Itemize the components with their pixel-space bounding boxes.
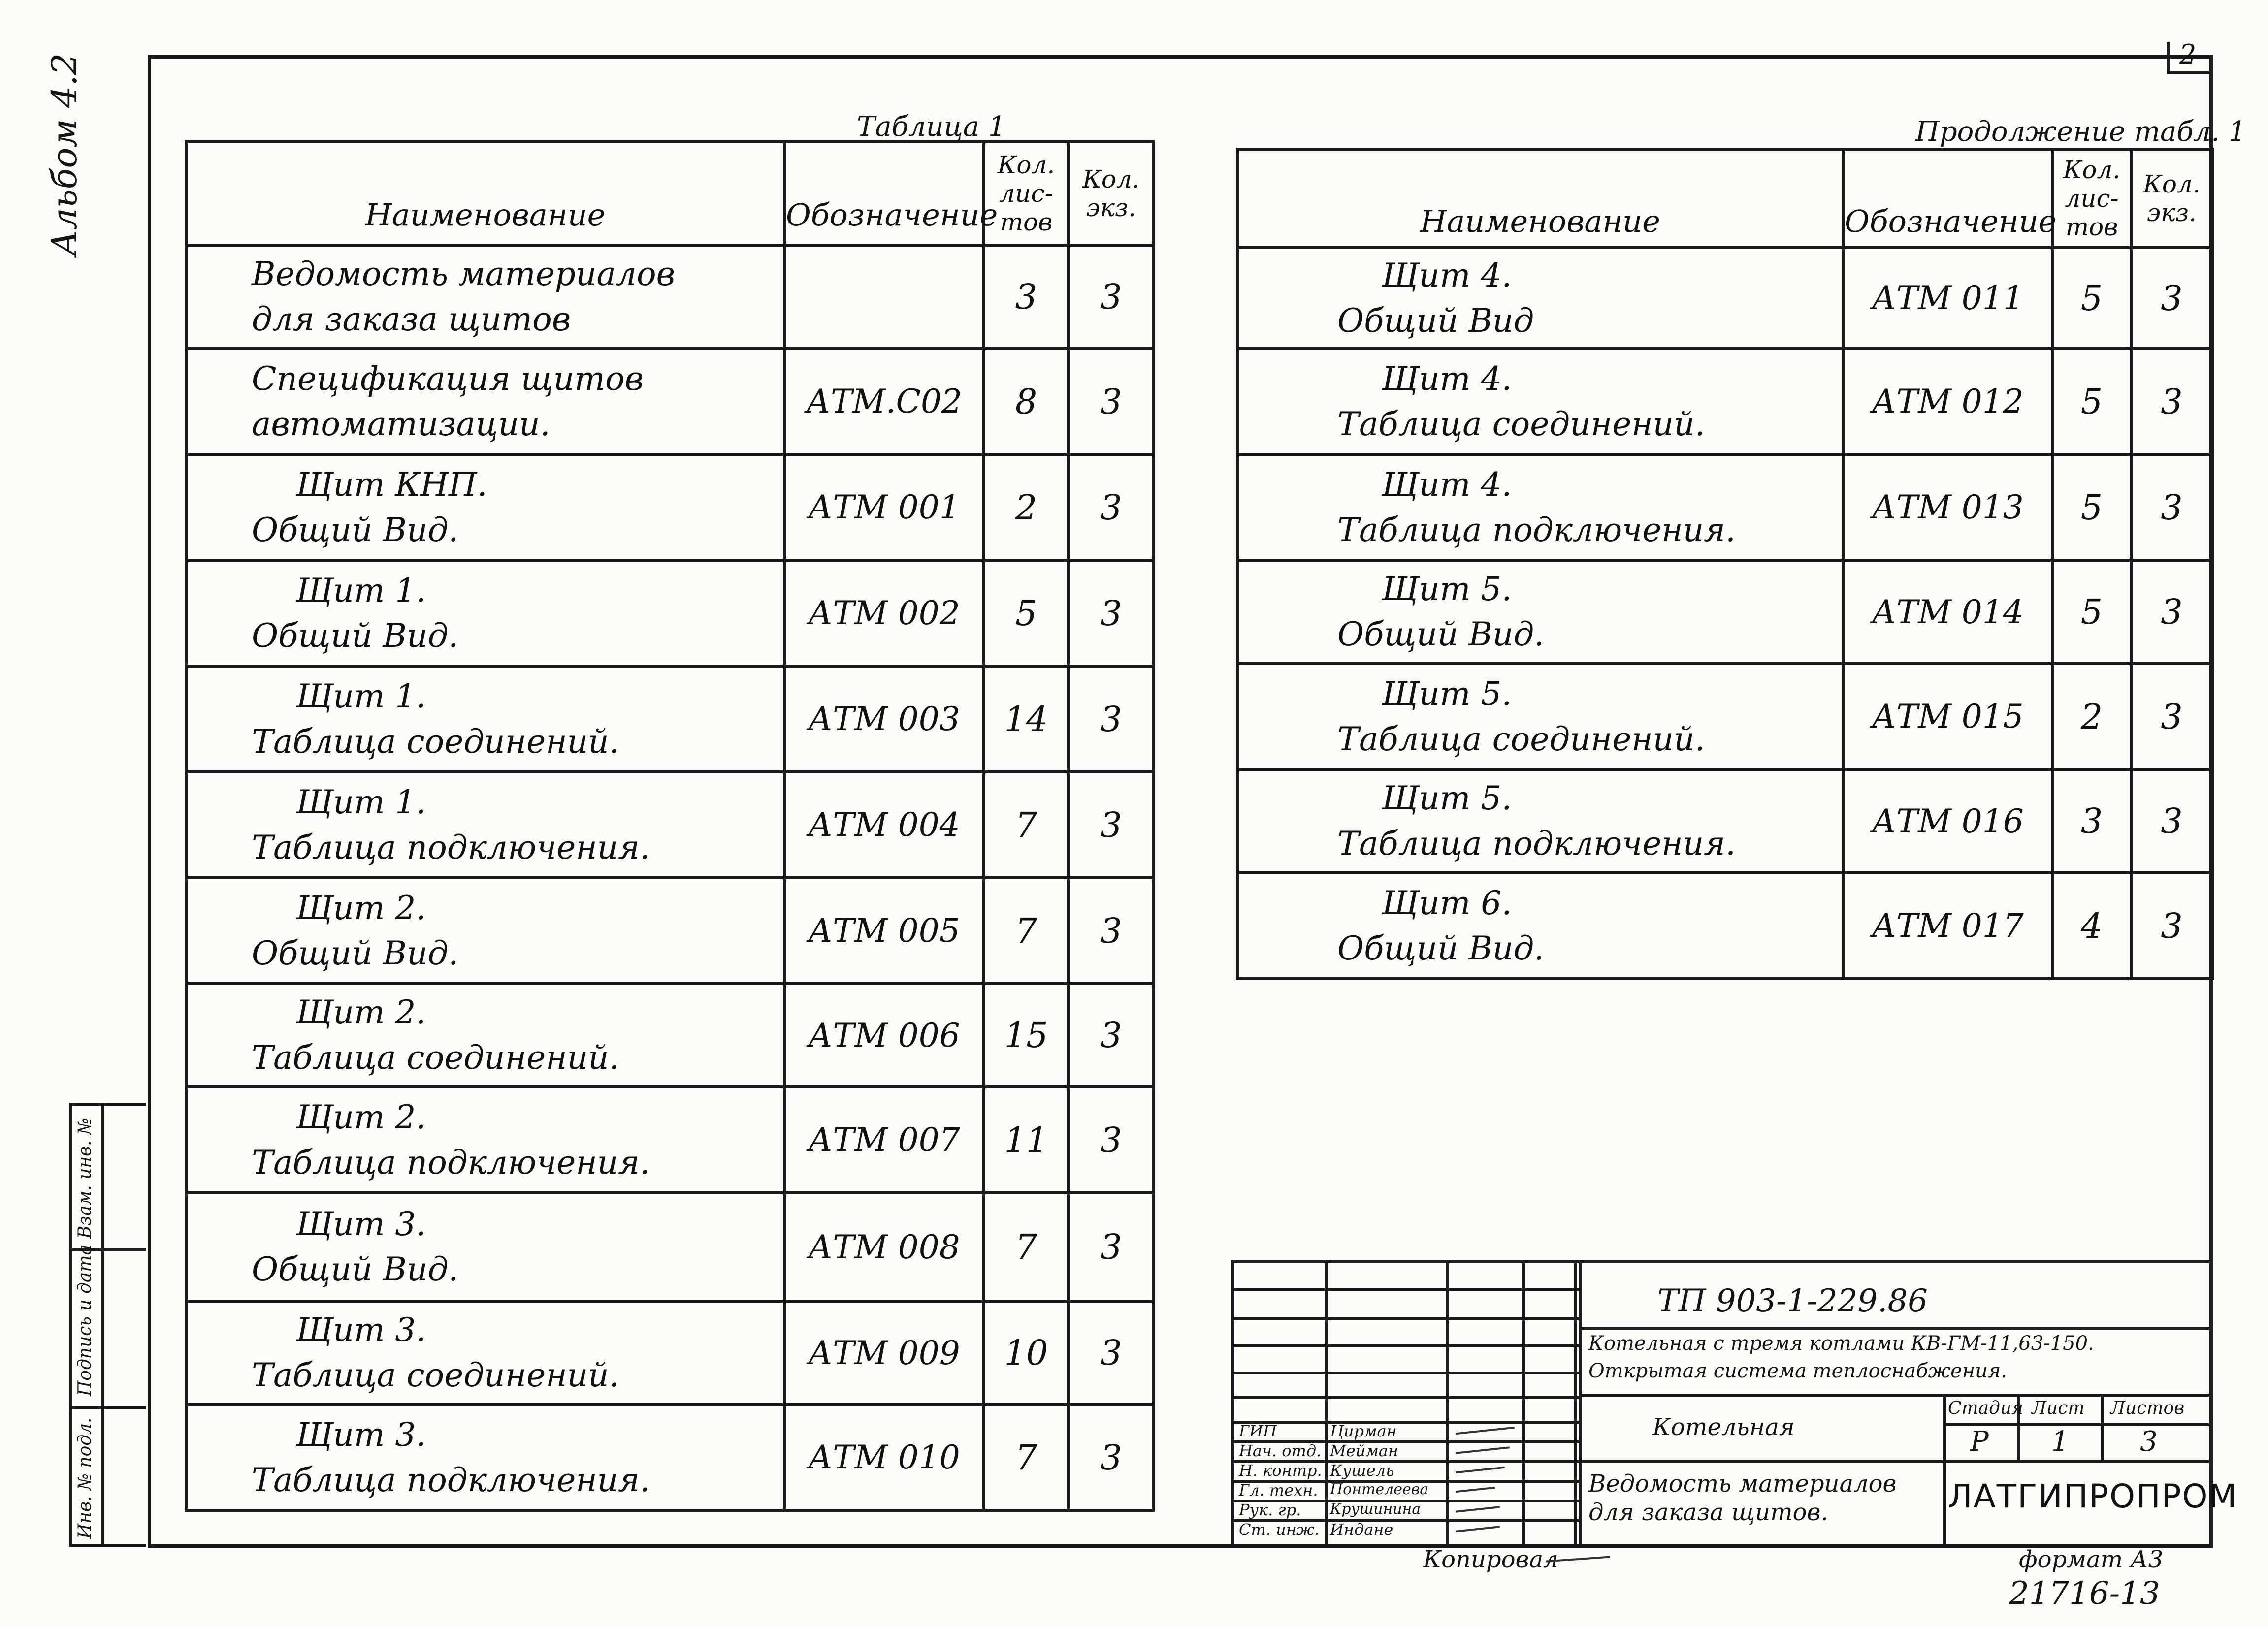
row-name [1237,664,1843,769]
project-line2: Открытая система теплоснабжения. [1588,1360,2008,1382]
row-copies: 3 [2131,454,2212,560]
row-name [1237,248,1843,349]
signature-gip [1456,1427,1515,1435]
row-sheets: 5 [2052,560,2131,664]
signature-senior-eng [1456,1526,1500,1532]
row-copies: 3 [1069,878,1154,984]
table-row [186,454,1154,560]
row-name-line2: Общий Вид. [1337,615,1545,653]
row-code: АТМ 010 [784,1405,984,1510]
row-sheets: 7 [984,772,1069,878]
row-copies: 3 [1069,1087,1154,1193]
row-name-line1: Щит 5. [1382,779,1512,817]
row-copies: 3 [2131,769,2212,873]
header-name: Наименование [186,142,784,245]
row-name-line2: автоматизации. [252,405,551,443]
role-group-lead: Рук. гр. [1239,1500,1301,1519]
header-designation: Обозначение [784,142,984,245]
table-row [1237,664,2212,769]
title-block [1231,1260,2238,1544]
row-sheets: 15 [984,984,1069,1087]
row-name-line1: Щит 3. [296,1311,426,1349]
role-gip: ГИП [1239,1422,1277,1440]
sheet-label: Лист [2032,1398,2085,1418]
left-table-header [186,142,1154,245]
row-sheets: 3 [2052,769,2131,873]
row-sheets: 11 [984,1087,1069,1193]
header-designation: Обозначение [1843,149,2052,248]
sheet-title-line2: для заказа щитов. [1588,1499,1828,1526]
row-code: АТМ 003 [784,666,984,772]
row-name-line1: Щит 3. [296,1415,426,1454]
row-name-line1: Щит КНП. [296,465,487,504]
row-copies: 3 [1069,560,1154,666]
row-name-line1: Щит 5. [1382,674,1512,713]
signature-chief-tech [1456,1487,1495,1493]
row-sheets: 5 [2052,248,2131,349]
row-copies: 3 [2131,349,2212,454]
table-row [1237,248,2212,349]
row-code: АТМ 004 [784,772,984,878]
row-name-line2: Таблица подключения. [1337,511,1736,549]
role-norm-control: Н. контр. [1239,1461,1322,1480]
header-copies: Кол. экз. [1069,142,1154,245]
row-name-line1: Спецификация щитов [252,359,644,398]
row-copies: 3 [2131,664,2212,769]
role-chief-tech: Гл. техн. [1239,1481,1318,1500]
name-gip: Цирман [1330,1422,1397,1440]
row-code: АТМ 005 [784,878,984,984]
row-name-line2: Таблица подключения. [252,1143,650,1181]
table-row [186,245,1154,349]
row-code: АТМ 011 [1843,248,2052,349]
stamp-inv-repl: Взам. инв. № [75,1117,95,1239]
row-name-line1: Щит 4. [1382,465,1512,504]
row-name [1237,560,1843,664]
row-code: АТМ 001 [784,454,984,560]
row-name [186,1193,784,1301]
table-row [1237,560,2212,664]
row-code: АТМ 006 [784,984,984,1087]
row-name [186,454,784,560]
project-line1: Котельная с тремя котлами КВ-ГМ-11,63-150. [1588,1332,2094,1355]
table-row [1237,873,2212,979]
table-row [186,1087,1154,1193]
right-table-caption: Продолжение табл. 1 [1915,116,2246,148]
row-code: АТМ 007 [784,1087,984,1193]
row-copies: 3 [1069,984,1154,1087]
row-name [186,560,784,666]
header-name: Наименование [1237,149,1843,248]
row-sheets: 7 [984,1193,1069,1301]
left-table-caption: Таблица 1 [857,111,1006,143]
row-name-line2: Общий Вид [1337,301,1534,340]
row-sheets: 2 [984,454,1069,560]
stage-value: Р [1970,1426,1989,1458]
row-copies: 3 [1069,245,1154,349]
row-name-line1: Щит 1. [296,677,426,715]
name-senior-eng: Индане [1330,1520,1393,1539]
row-name-line2: Таблица подключения. [252,1461,650,1499]
row-copies: 3 [1069,1405,1154,1510]
row-code: АТМ 012 [1843,349,2052,454]
row-name-line1: Щит 1. [296,571,426,609]
organization-name: ЛАТГИПРОПРОМ [1948,1477,2238,1515]
role-head-dept: Нач. отд. [1239,1441,1322,1460]
row-name [186,1405,784,1510]
row-copies: 3 [1069,1193,1154,1301]
row-name [186,878,784,984]
row-name-line1: Щит 6. [1382,884,1512,922]
table-row [186,666,1154,772]
row-name [186,245,784,349]
row-name [186,984,784,1087]
right-table [1236,148,2214,980]
row-sheets: 7 [984,878,1069,984]
table-row [186,984,1154,1087]
row-name [1237,769,1843,873]
row-code: АТМ 017 [1843,873,2052,979]
signature-head-dept [1456,1446,1510,1454]
row-sheets: 5 [2052,349,2131,454]
stamp-number: 21716-13 [2009,1575,2160,1612]
row-copies: 3 [2131,560,2212,664]
row-copies: 3 [1069,1301,1154,1405]
doc-code: ТП 903-1-229.86 [1657,1283,1928,1319]
format-label: формат А3 [2019,1546,2164,1573]
row-name-line1: Щит 4. [1382,256,1512,294]
left-table [185,140,1155,1512]
row-name [186,772,784,878]
row-name-line2: Общий Вид. [252,934,459,972]
row-code: АТМ 002 [784,560,984,666]
row-sheets: 4 [2052,873,2131,979]
table-row [186,1193,1154,1301]
table-row [1237,454,2212,560]
sheet-number: 2 [2179,39,2197,70]
row-sheets: 8 [984,349,1069,454]
sheet-title-line1: Ведомость материалов [1588,1470,1897,1498]
row-name [186,1301,784,1405]
side-stamp [69,1103,146,1547]
row-copies: 3 [1069,666,1154,772]
stage-label: Стадия [1948,1398,2023,1418]
row-name [186,1087,784,1193]
row-name-line2: Общий Вид. [252,511,459,549]
row-name-line2: Таблица подключения. [252,828,650,866]
copied-by: Копировал [1423,1546,1558,1573]
table-row [186,349,1154,454]
row-copies: 3 [2131,248,2212,349]
right-table-header [1237,149,2212,248]
row-sheets: 5 [2052,454,2131,560]
name-norm-control: Кушель [1330,1461,1394,1480]
row-sheets: 7 [984,1405,1069,1510]
row-name-line1: Щит 1. [296,783,426,821]
row-copies: 3 [1069,772,1154,878]
header-sheets: Кол. лис- тов [2052,149,2131,248]
row-name [1237,349,1843,454]
row-name-line2: Таблица соединений. [252,1039,619,1077]
row-code: АТМ 009 [784,1301,984,1405]
row-name-line1: Щит 5. [1382,570,1512,608]
table-row [186,1301,1154,1405]
row-sheets: 2 [2052,664,2131,769]
table-row [186,1405,1154,1510]
row-name-line2: Общий Вид. [1337,929,1545,967]
row-name [1237,454,1843,560]
table-row [186,772,1154,878]
row-sheets: 5 [984,560,1069,666]
name-group-lead: Крушинина [1330,1500,1421,1518]
row-name-line2: Таблица соединений. [252,1356,619,1394]
row-name-line2: Таблица соединений. [1337,405,1705,443]
row-name-line1: Щит 4. [1382,359,1512,398]
stamp-inv-orig: Инв. № подл. [75,1417,95,1539]
row-name-line2: Общий Вид. [252,1250,459,1288]
row-copies: 3 [1069,454,1154,560]
signature-norm-control [1456,1467,1505,1473]
object-name: Котельная [1652,1413,1795,1441]
row-name-line2: Общий Вид. [252,616,459,655]
row-code: АТМ 016 [1843,769,2052,873]
row-code: АТМ 013 [1843,454,2052,560]
row-name-line2: Таблица соединений. [252,722,619,761]
row-code: АТМ.С02 [784,349,984,454]
row-name-line1: Щит 3. [296,1205,426,1243]
row-name-line1: Щит 2. [296,993,426,1031]
table-row [1237,349,2212,454]
row-code: АТМ 014 [1843,560,2052,664]
row-name [186,666,784,772]
table-row [186,878,1154,984]
row-code: АТМ 008 [784,1193,984,1301]
row-code [784,245,984,349]
row-sheets: 14 [984,666,1069,772]
table-row [186,560,1154,666]
row-name-line2: Таблица подключения. [1337,825,1736,862]
table-row [1237,769,2212,873]
header-sheets: Кол. лис- тов [984,142,1069,245]
header-copies: Кол. экз. [2131,149,2212,248]
row-name-line2: для заказа щитов [252,300,571,338]
name-head-dept: Мейман [1330,1441,1398,1460]
row-name [1237,873,1843,979]
row-copies: 3 [2131,873,2212,979]
album-label: Альбом 4.2 [44,53,85,256]
row-code: АТМ 015 [1843,664,2052,769]
sheet-number-box [2167,39,2209,74]
row-name [186,349,784,454]
row-name-line1: Ведомость материалов [252,255,676,293]
sheet-value: 1 [2051,1426,2069,1458]
role-senior-eng: Ст. инж. [1239,1520,1320,1539]
row-name-line1: Щит 2. [296,1098,426,1136]
row-copies: 3 [1069,349,1154,454]
signature-group-lead [1456,1506,1500,1512]
row-sheets: 10 [984,1301,1069,1405]
sheets-label: Листов [2110,1398,2185,1418]
row-name-line2: Таблица соединений. [1337,720,1705,758]
row-name-line1: Щит 2. [296,889,426,927]
name-chief-tech: Понтелеева [1330,1481,1429,1498]
sheets-value: 3 [2140,1426,2158,1458]
row-sheets: 3 [984,245,1069,349]
stamp-sign-date: Подпись и дата [75,1245,95,1396]
